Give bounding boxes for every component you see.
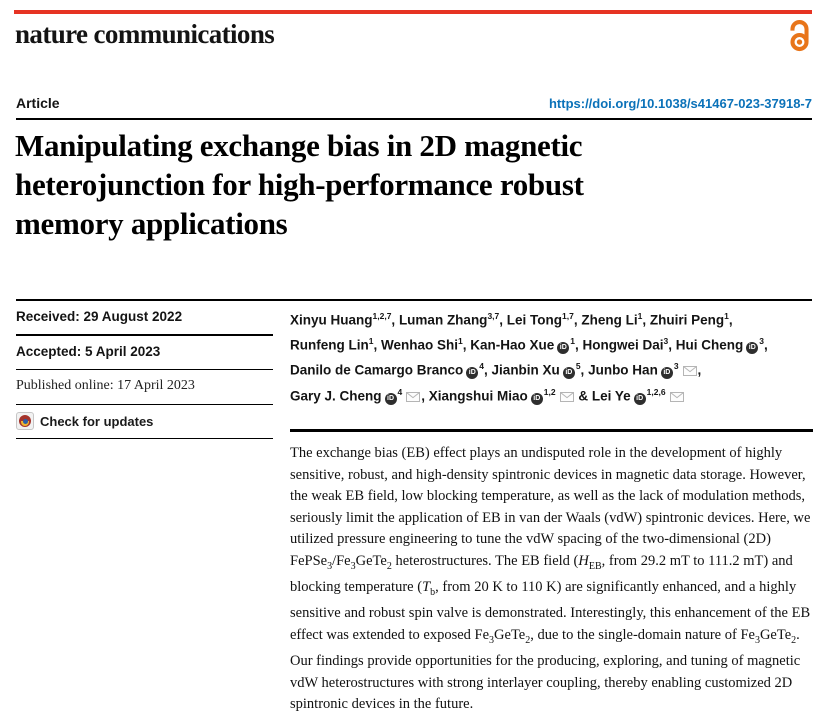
author-line xyxy=(290,331,813,356)
orcid-icon[interactable]: iD xyxy=(557,342,569,354)
author-separator: , xyxy=(573,312,582,328)
author-separator: , xyxy=(421,388,429,404)
author-separator: , xyxy=(462,337,471,353)
author-name: Xiangshui Miao xyxy=(428,388,528,404)
abstract-text xyxy=(290,429,813,716)
author-name: Danilo de Camargo Branco xyxy=(290,362,464,378)
check-for-updates-label: Check for updates xyxy=(40,413,154,429)
email-icon[interactable] xyxy=(560,390,574,405)
email-icon[interactable] xyxy=(406,390,420,405)
author-name: Wenhao Shi xyxy=(380,337,458,353)
author-line xyxy=(290,306,813,331)
author-name: Hui Cheng xyxy=(675,337,744,353)
author-name: Lei Ye xyxy=(591,388,631,404)
received-date: Received: 29 August 2022 xyxy=(16,301,273,336)
author-affiliation-superscript: 1 xyxy=(368,336,374,346)
orcid-icon[interactable]: iD xyxy=(634,393,646,405)
abstract-segment: 2 xyxy=(386,560,392,572)
author-separator: & xyxy=(574,388,592,404)
journal-logo: nature communications xyxy=(15,19,275,49)
abstract-segment: 3 xyxy=(754,634,760,646)
abstract-segment: GeTe xyxy=(494,626,526,643)
author-affiliation-superscript: 1 xyxy=(458,336,463,346)
abstract-segment: /Fe xyxy=(332,552,351,569)
article-main-column xyxy=(290,301,813,716)
author-separator: , xyxy=(764,337,768,353)
article-title-line: memory applications xyxy=(15,206,288,241)
article-title-line: heterojunction for high-performance robust xyxy=(15,167,584,202)
email-icon[interactable] xyxy=(670,390,684,405)
abstract-segment: H xyxy=(578,552,589,569)
author-line xyxy=(290,356,813,382)
crossmark-icon xyxy=(16,412,34,430)
open-access-lock-icon xyxy=(786,17,813,53)
author-name: Luman Zhang xyxy=(398,312,488,328)
orcid-icon[interactable]: iD xyxy=(661,367,673,379)
abstract-segment: 2 xyxy=(525,634,531,646)
published-date: Published online: 17 April 2023 xyxy=(16,370,273,405)
author-name: Kan-Hao Xue xyxy=(470,337,555,353)
author-separator: , xyxy=(580,362,589,378)
author-affiliation-superscript: 4 xyxy=(397,387,403,397)
abstract-segment: The exchange bias (EB) effect plays an undisputed role in the development of highly sensitive, robust, and high-density spintronic devices in magnetic data storage. However, the weak EB field, low blocking temperature, as well as the lack of modulation methods, seriously limit the application of EB in van der Waals (vdW) spintronic devices. Here, we utilized pressure engineering to tune the vdW spacing of the two-dimensional (2D) FePSe xyxy=(290,445,811,569)
author-separator: , xyxy=(499,312,507,328)
author-affiliation-superscript: 4 xyxy=(479,361,485,371)
author-separator: , xyxy=(391,312,399,328)
author-affiliation-superscript: 1,2,6 xyxy=(646,387,666,397)
author-name: Jianbin Xu xyxy=(491,362,560,378)
author-separator: , xyxy=(728,312,733,328)
doi-link[interactable]: https://doi.org/10.1038/s41467-023-37918-7 xyxy=(548,96,812,111)
article-title-line: Manipulating exchange bias in 2D magnetic xyxy=(15,128,583,163)
author-name: Xinyu Huang xyxy=(290,312,373,328)
author-name: Zheng Li xyxy=(581,312,638,328)
abstract-segment: , due to the single-domain nature of Fe xyxy=(530,626,755,643)
author-name: Zhuiri Peng xyxy=(649,312,725,328)
orcid-icon[interactable]: iD xyxy=(746,342,758,354)
article-title xyxy=(15,126,815,243)
abstract-segment: 3 xyxy=(489,634,495,646)
author-separator: , xyxy=(668,337,676,353)
divider xyxy=(16,118,812,120)
author-name: Lei Tong xyxy=(506,312,563,328)
author-separator: , xyxy=(373,337,381,353)
author-affiliation-superscript: 1,7 xyxy=(562,311,574,321)
email-icon[interactable] xyxy=(683,364,697,379)
check-for-updates-link[interactable] xyxy=(16,405,273,439)
article-meta-sidebar xyxy=(16,301,273,439)
author-separator: , xyxy=(575,337,583,353)
article-type-label: Article xyxy=(16,95,60,111)
author-affiliation-superscript: 3 xyxy=(673,361,679,371)
author-affiliation-superscript: 3 xyxy=(663,336,669,346)
orcid-icon[interactable]: iD xyxy=(563,367,575,379)
author-affiliation-superscript: 1,2 xyxy=(543,387,556,397)
author-affiliation-superscript: 1 xyxy=(637,311,643,321)
author-separator: , xyxy=(484,362,492,378)
author-line xyxy=(290,382,813,408)
author-affiliation-superscript: 3,7 xyxy=(487,311,500,321)
abstract-segment: EB xyxy=(588,560,602,572)
abstract-segment: heterostructures. The EB field ( xyxy=(391,552,579,569)
abstract-segment: . Our findings provide opportunities for the producing, exploring, and tuning of magnetic vdW heterostructures with strong interlayer coupling, thereby enabling customized 2D spintronic devices in the future. xyxy=(290,626,801,713)
abstract-segment: 2 xyxy=(791,634,797,646)
author-list xyxy=(290,301,813,408)
article-header-row xyxy=(16,95,812,111)
abstract-segment: , from 29.2 mT to 111.2 mT) and blocking temperature ( xyxy=(290,552,793,595)
abstract-segment: 3 xyxy=(327,560,333,572)
author-affiliation-superscript: 1 xyxy=(724,311,729,321)
abstract-segment: GeTe xyxy=(355,552,387,569)
abstract-segment: , from 20 K to 110 K) are significantly enhanced, and a highly sensitive and robust spin valve is demonstrated. Interestingly, this enhancement of the EB effect was extended to exposed Fe xyxy=(290,578,811,643)
author-affiliation-superscript: 5 xyxy=(575,361,581,371)
masthead-accent-bar xyxy=(14,10,812,14)
author-name: Hongwei Dai xyxy=(582,337,664,353)
author-name: Gary J. Cheng xyxy=(290,388,382,404)
orcid-icon[interactable]: iD xyxy=(466,367,478,379)
author-name: Runfeng Lin xyxy=(290,337,369,353)
abstract-segment: T xyxy=(422,578,431,595)
orcid-icon[interactable]: iD xyxy=(385,393,397,405)
orcid-icon[interactable]: iD xyxy=(531,393,543,405)
author-name: Junbo Han xyxy=(588,362,658,378)
author-separator: , xyxy=(697,362,702,378)
author-affiliation-superscript: 1,2,7 xyxy=(372,311,392,321)
accepted-date: Accepted: 5 April 2023 xyxy=(16,336,273,370)
author-separator: , xyxy=(642,312,650,328)
author-affiliation-superscript: 3 xyxy=(759,336,765,346)
abstract-segment: GeTe xyxy=(759,626,792,643)
abstract-segment: 3 xyxy=(350,560,356,572)
author-affiliation-superscript: 1 xyxy=(570,336,575,346)
abstract-segment: b xyxy=(430,586,436,598)
